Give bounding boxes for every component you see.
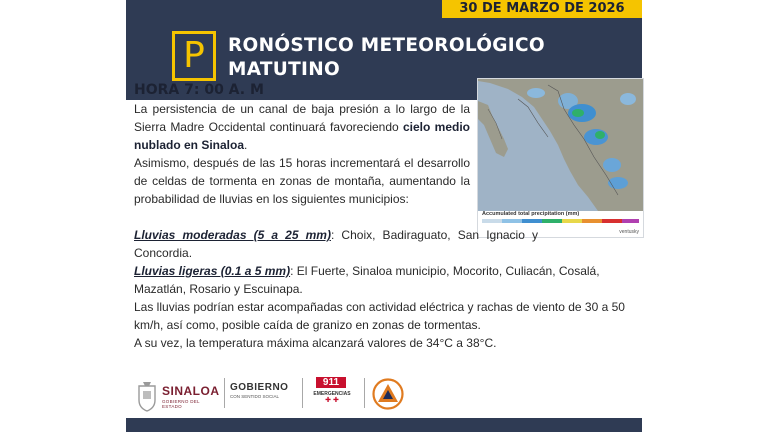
footer-divider-3 xyxy=(364,378,365,408)
gobierno-logo xyxy=(230,382,296,399)
paragraph-temperature: A su vez, la temperatura máxima alcanzará valores de 34°C a 38°C. xyxy=(134,336,497,350)
sinaloa-subtitle: GOBIERNO DEL ESTADO xyxy=(162,399,200,409)
precipitation-map xyxy=(477,78,644,238)
paragraph-canal-bold: cielo medio nublado en Sinaloa xyxy=(134,120,470,152)
civil-protection-logo xyxy=(372,378,404,410)
emergency-911-logo xyxy=(308,377,356,411)
paragraph-storms: Asimismo, después de las 15 horas incrementará el desarrollo de celdas de tormenta en zonas de montaña, aumentando la probabilidad de lluvias en los siguientes municipios: xyxy=(134,156,470,206)
page-title xyxy=(228,34,588,82)
title-initial-logo: P xyxy=(172,31,216,81)
paragraph-canal-text: La persistencia de un canal de baja presión a lo largo de la Sierra Madre Occidental continuará favoreciendo xyxy=(134,102,470,134)
footer-divider-2 xyxy=(302,378,303,408)
map-brand: ventusky xyxy=(619,229,639,235)
date-bar xyxy=(126,0,642,22)
moderate-rain-line xyxy=(134,226,634,262)
title-line-1: RONÓSTICO METEOROLÓGICO xyxy=(228,35,545,56)
e911-label: EMERGENCIAS xyxy=(313,391,351,397)
light-rain-line xyxy=(134,262,634,298)
bottom-bar xyxy=(126,418,642,432)
moderate-rain-label: Lluvias moderadas (5 a 25 mm) xyxy=(134,228,331,242)
forecast-hour: HORA 7: 00 A. M xyxy=(134,82,264,98)
date-label: 30 DE MARZO DE 2026 xyxy=(442,0,642,18)
paragraph-canal-end: . xyxy=(244,138,248,152)
footer-divider-1 xyxy=(224,378,225,408)
footer-logos xyxy=(126,372,642,418)
forecast-card xyxy=(126,0,642,432)
gobierno-word: GOBIERNO xyxy=(230,382,289,393)
forecast-body xyxy=(134,100,470,208)
e911-number: 911 xyxy=(316,377,346,388)
title-line-2: MATUTINO xyxy=(228,59,341,80)
map-legend-title: Accumulated total precipitation (mm) xyxy=(482,211,580,217)
civil-protection-icon xyxy=(372,378,404,410)
forecast-details xyxy=(134,226,634,352)
light-rain-label: Lluvias ligeras (0.1 a 5 mm) xyxy=(134,264,291,278)
paragraph-canal xyxy=(134,100,470,154)
red-cross-icon: ✚ ✚ xyxy=(325,397,339,404)
sinaloa-word: SINALOA xyxy=(162,384,220,398)
gobierno-subtitle: CON SENTIDO SOCIAL xyxy=(230,394,280,399)
paragraph-electric: Las lluvias podrían estar acompañadas con actividad eléctrica y rachas de viento de 30 a 50 km/h, así como, posible caída de granizo en zonas de tormentas. xyxy=(134,300,625,332)
moderate-rain-text: : Choix, Badiraguato, San Ignacio y Concordia. xyxy=(134,228,538,260)
light-rain-text: : El Fuerte, Sinaloa municipio, Mocorito, Culiacán, Cosalá, Mazatlán, Rosario y Escuinapa. xyxy=(134,264,600,296)
sinaloa-shield-icon xyxy=(136,380,158,412)
sinaloa-logo xyxy=(136,376,220,412)
